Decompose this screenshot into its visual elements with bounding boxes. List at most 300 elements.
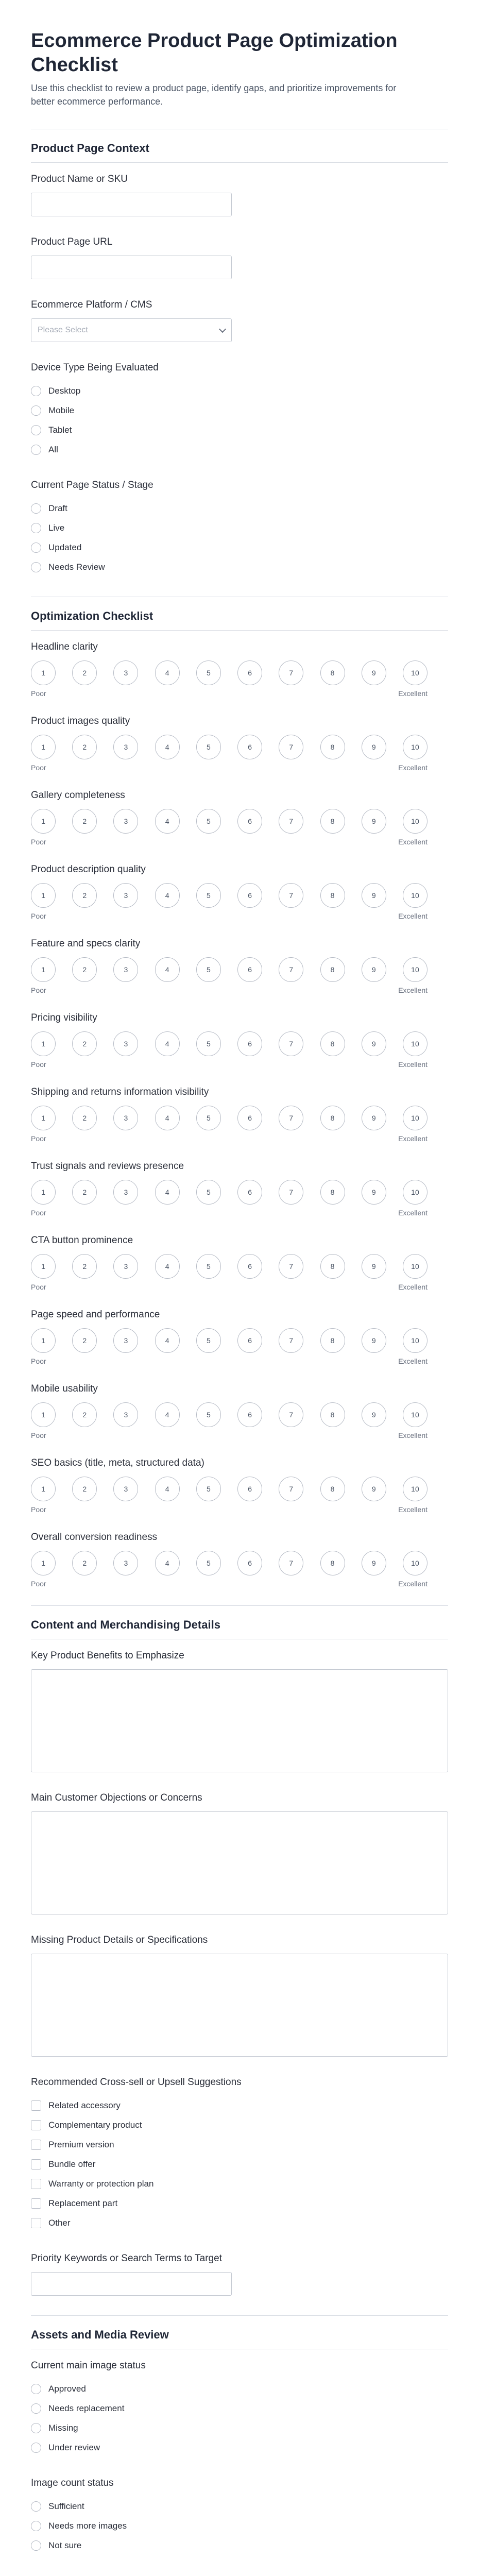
- rating-option[interactable]: 3: [113, 1180, 138, 1205]
- rating-field: [31, 1309, 448, 1365]
- section-title-assets: Assets and Media Review: [31, 2315, 448, 2349]
- rating-option[interactable]: 7: [279, 1031, 303, 1056]
- rating-label: SEO basics (title, meta, structured data): [31, 1458, 204, 1468]
- rating-option[interactable]: 7: [279, 883, 303, 908]
- rating-option[interactable]: 4: [155, 735, 180, 759]
- rating-field: [31, 863, 448, 920]
- rating-option[interactable]: 6: [237, 1328, 262, 1353]
- radio-button[interactable]: [31, 425, 41, 435]
- rating-option[interactable]: 2: [72, 1180, 97, 1205]
- rating-option[interactable]: 7: [279, 1477, 303, 1501]
- rating-scale-ends: [31, 838, 427, 846]
- rating-field: [31, 938, 448, 994]
- rating-low-label: Poor: [31, 1209, 46, 1217]
- rating-option[interactable]: 5: [196, 957, 221, 982]
- radio-button[interactable]: [31, 386, 41, 396]
- rating-option[interactable]: 4: [155, 1031, 180, 1056]
- rating-option[interactable]: 8: [320, 1402, 345, 1427]
- rating-option[interactable]: 6: [237, 1551, 262, 1575]
- rating-field: [31, 1012, 448, 1069]
- rating-option[interactable]: 8: [320, 1180, 345, 1205]
- status-option-label: Live: [48, 523, 65, 533]
- label-platform: Ecommerce Platform / CMS: [31, 299, 152, 310]
- radio-button[interactable]: [31, 2384, 41, 2394]
- rating-option[interactable]: 4: [155, 1551, 180, 1575]
- radio-button[interactable]: [31, 523, 41, 533]
- rating-field: [31, 1160, 448, 1217]
- rating-option[interactable]: 2: [72, 1551, 97, 1575]
- field-image-count: [31, 2477, 448, 2555]
- rating-option[interactable]: 6: [237, 1477, 262, 1501]
- rating-option[interactable]: 8: [320, 883, 345, 908]
- rating-option[interactable]: 4: [155, 660, 180, 685]
- label-missing-details: Missing Product Details or Specifications: [31, 1935, 208, 1945]
- field-objections: [31, 1792, 448, 1914]
- rating-option[interactable]: 4: [155, 1106, 180, 1130]
- rating-option[interactable]: 10: [403, 660, 427, 685]
- rating-option[interactable]: 5: [196, 660, 221, 685]
- rating-option[interactable]: 6: [237, 660, 262, 685]
- image-status-option[interactable]: [31, 2418, 448, 2438]
- rating-option[interactable]: 2: [72, 1106, 97, 1130]
- rating-scale: [31, 1551, 427, 1575]
- rating-option[interactable]: 4: [155, 1180, 180, 1205]
- rating-option[interactable]: 4: [155, 1254, 180, 1279]
- crosssell-option-label: Warranty or protection plan: [48, 2179, 154, 2189]
- field-benefits: [31, 1650, 448, 1772]
- rating-label: CTA button prominence: [31, 1235, 133, 1246]
- checkbox[interactable]: [31, 2120, 41, 2130]
- rating-option[interactable]: 10: [403, 735, 427, 759]
- rating-option[interactable]: 6: [237, 1180, 262, 1205]
- rating-option[interactable]: 5: [196, 1180, 221, 1205]
- rating-option[interactable]: 3: [113, 735, 138, 759]
- label-product-name: Product Name or SKU: [31, 174, 128, 184]
- rating-option[interactable]: 9: [362, 1106, 386, 1130]
- rating-scale-ends: [31, 912, 427, 920]
- crosssell-option[interactable]: [31, 2155, 448, 2174]
- rating-scale: [31, 1477, 427, 1501]
- image-status-option-list: [31, 2379, 448, 2458]
- rating-option[interactable]: 3: [113, 957, 138, 982]
- radio-button[interactable]: [31, 2540, 41, 2551]
- device-option-list: [31, 381, 448, 460]
- label-crosssell: Recommended Cross-sell or Upsell Suggestions: [31, 2077, 242, 2088]
- rating-high-label: Excellent: [398, 1357, 427, 1365]
- rating-option[interactable]: 7: [279, 735, 303, 759]
- rating-scale-ends: [31, 1431, 427, 1439]
- rating-low-label: Poor: [31, 912, 46, 920]
- rating-option[interactable]: 10: [403, 1402, 427, 1427]
- image-count-option-label: Sufficient: [48, 2501, 84, 2511]
- rating-low-label: Poor: [31, 1283, 46, 1291]
- field-product-name: [31, 173, 448, 216]
- platform-select[interactable]: [31, 318, 232, 342]
- rating-option[interactable]: 2: [72, 809, 97, 834]
- rating-option[interactable]: 10: [403, 1328, 427, 1353]
- device-option-label: Mobile: [48, 405, 75, 415]
- status-option-label: Draft: [48, 503, 67, 513]
- rating-option[interactable]: 3: [113, 1031, 138, 1056]
- rating-option[interactable]: 1: [31, 957, 56, 982]
- rating-option[interactable]: 5: [196, 1551, 221, 1575]
- page-title: Ecommerce Product Page Optimization Checklist: [31, 30, 398, 76]
- rating-high-label: Excellent: [398, 1060, 427, 1069]
- rating-high-label: Excellent: [398, 689, 427, 698]
- rating-option[interactable]: 7: [279, 957, 303, 982]
- rating-option[interactable]: 3: [113, 1551, 138, 1575]
- rating-option[interactable]: 4: [155, 1328, 180, 1353]
- field-missing-details: [31, 1934, 448, 2057]
- section-divider: [31, 162, 448, 163]
- rating-option[interactable]: 8: [320, 1477, 345, 1501]
- rating-option[interactable]: 2: [72, 735, 97, 759]
- rating-option[interactable]: 10: [403, 1254, 427, 1279]
- rating-option[interactable]: 6: [237, 957, 262, 982]
- rating-scale: [31, 1254, 427, 1279]
- rating-low-label: Poor: [31, 689, 46, 698]
- rating-field: [31, 1457, 448, 1514]
- status-option[interactable]: [31, 538, 448, 557]
- rating-option[interactable]: 1: [31, 1031, 56, 1056]
- rating-option[interactable]: 9: [362, 1180, 386, 1205]
- rating-option[interactable]: 9: [362, 809, 386, 834]
- rating-option[interactable]: 2: [72, 1328, 97, 1353]
- crosssell-option[interactable]: [31, 2096, 448, 2115]
- rating-option[interactable]: 3: [113, 809, 138, 834]
- rating-option[interactable]: 3: [113, 1254, 138, 1279]
- rating-low-label: Poor: [31, 1060, 46, 1069]
- radio-button[interactable]: [31, 2501, 41, 2512]
- crosssell-option[interactable]: [31, 2213, 448, 2233]
- rating-option[interactable]: 8: [320, 1551, 345, 1575]
- rating-option[interactable]: 5: [196, 883, 221, 908]
- missing-details-textarea[interactable]: [31, 1954, 448, 2057]
- rating-scale: [31, 1402, 427, 1427]
- image-status-option-label: Needs replacement: [48, 2403, 125, 2413]
- rating-field: [31, 1086, 448, 1143]
- rating-high-label: Excellent: [398, 838, 427, 846]
- radio-button[interactable]: [31, 445, 41, 455]
- rating-option[interactable]: 9: [362, 883, 386, 908]
- image-count-option-list: [31, 2497, 448, 2555]
- platform-select-placeholder: Please Select: [38, 326, 88, 334]
- rating-option[interactable]: 2: [72, 883, 97, 908]
- field-crosssell: [31, 2076, 448, 2233]
- rating-option[interactable]: 8: [320, 809, 345, 834]
- rating-option[interactable]: 9: [362, 957, 386, 982]
- rating-high-label: Excellent: [398, 1431, 427, 1439]
- rating-field: [31, 1531, 448, 1588]
- rating-option[interactable]: 7: [279, 1328, 303, 1353]
- section-divider: [31, 630, 448, 631]
- status-option[interactable]: [31, 518, 448, 538]
- crosssell-option[interactable]: [31, 2174, 448, 2194]
- rating-option[interactable]: 8: [320, 957, 345, 982]
- rating-option[interactable]: 2: [72, 1402, 97, 1427]
- rating-option[interactable]: 5: [196, 1106, 221, 1130]
- rating-option[interactable]: 10: [403, 809, 427, 834]
- form-header: [31, 0, 448, 126]
- rating-option[interactable]: 9: [362, 1328, 386, 1353]
- rating-option[interactable]: 2: [72, 1031, 97, 1056]
- rating-option[interactable]: 3: [113, 660, 138, 685]
- rating-option[interactable]: 6: [237, 735, 262, 759]
- checkbox[interactable]: [31, 2179, 41, 2189]
- image-status-option[interactable]: [31, 2399, 448, 2418]
- rating-low-label: Poor: [31, 838, 46, 846]
- radio-button[interactable]: [31, 2403, 41, 2414]
- image-status-option[interactable]: [31, 2438, 448, 2458]
- rating-scale-ends: [31, 986, 427, 994]
- rating-label: Headline clarity: [31, 641, 98, 652]
- image-status-option-label: Approved: [48, 2384, 86, 2394]
- rating-scale-ends: [31, 1209, 427, 1217]
- rating-option[interactable]: 10: [403, 883, 427, 908]
- checkbox[interactable]: [31, 2100, 41, 2111]
- rating-scale: [31, 957, 427, 982]
- rating-option[interactable]: 6: [237, 1106, 262, 1130]
- crosssell-option-label: Premium version: [48, 2140, 114, 2149]
- rating-option[interactable]: 7: [279, 1551, 303, 1575]
- radio-button[interactable]: [31, 543, 41, 553]
- radio-button[interactable]: [31, 2443, 41, 2453]
- rating-option[interactable]: 1: [31, 1254, 56, 1279]
- rating-label: Page speed and performance: [31, 1309, 160, 1320]
- rating-high-label: Excellent: [398, 1209, 427, 1217]
- rating-option[interactable]: 6: [237, 1031, 262, 1056]
- radio-button[interactable]: [31, 503, 41, 514]
- rating-option[interactable]: 1: [31, 1180, 56, 1205]
- crosssell-option-list: [31, 2096, 448, 2233]
- device-option[interactable]: [31, 381, 448, 401]
- label-image-status: Current main image status: [31, 2360, 146, 2371]
- rating-field: [31, 641, 448, 698]
- rating-option[interactable]: 7: [279, 1180, 303, 1205]
- rating-high-label: Excellent: [398, 1283, 427, 1291]
- rating-label: Trust signals and reviews presence: [31, 1161, 184, 1172]
- rating-option[interactable]: 4: [155, 957, 180, 982]
- crosssell-option-label: Bundle offer: [48, 2159, 96, 2169]
- rating-option[interactable]: 2: [72, 1254, 97, 1279]
- status-option[interactable]: [31, 557, 448, 577]
- product-name-input[interactable]: [31, 193, 232, 216]
- rating-option[interactable]: 1: [31, 809, 56, 834]
- crosssell-option-label: Related accessory: [48, 2100, 121, 2110]
- rating-option[interactable]: 1: [31, 1551, 56, 1575]
- rating-field: [31, 789, 448, 846]
- field-status: [31, 479, 448, 577]
- crosssell-option[interactable]: [31, 2115, 448, 2135]
- image-count-option-label: Needs more images: [48, 2521, 127, 2531]
- image-count-option-label: Not sure: [48, 2540, 82, 2550]
- rating-option[interactable]: 1: [31, 735, 56, 759]
- rating-option[interactable]: 10: [403, 1551, 427, 1575]
- rating-option[interactable]: 9: [362, 660, 386, 685]
- rating-option[interactable]: 8: [320, 735, 345, 759]
- device-option-label: Tablet: [48, 425, 72, 435]
- label-product-url: Product Page URL: [31, 236, 113, 247]
- rating-option[interactable]: 1: [31, 660, 56, 685]
- rating-option[interactable]: 1: [31, 1328, 56, 1353]
- rating-field: [31, 1383, 448, 1439]
- label-benefits: Key Product Benefits to Emphasize: [31, 1650, 184, 1661]
- radio-button[interactable]: [31, 2521, 41, 2531]
- rating-low-label: Poor: [31, 1580, 46, 1588]
- rating-option[interactable]: 5: [196, 1402, 221, 1427]
- device-option-label: All: [48, 445, 58, 454]
- keywords-input[interactable]: [31, 2272, 232, 2296]
- rating-list: [31, 641, 448, 1588]
- rating-field: [31, 715, 448, 772]
- rating-option[interactable]: 10: [403, 1106, 427, 1130]
- rating-scale-ends: [31, 1134, 427, 1143]
- rating-scale-ends: [31, 1060, 427, 1069]
- rating-option[interactable]: 3: [113, 1477, 138, 1501]
- rating-scale-ends: [31, 1283, 427, 1291]
- rating-option[interactable]: 8: [320, 1328, 345, 1353]
- rating-scale: [31, 883, 427, 908]
- crosssell-option-label: Complementary product: [48, 2120, 142, 2130]
- rating-option[interactable]: 6: [237, 1402, 262, 1427]
- crosssell-option[interactable]: [31, 2135, 448, 2155]
- rating-option[interactable]: 9: [362, 1551, 386, 1575]
- rating-option[interactable]: 10: [403, 1031, 427, 1056]
- rating-option[interactable]: 3: [113, 1106, 138, 1130]
- status-option[interactable]: [31, 499, 448, 518]
- field-product-url: [31, 236, 448, 279]
- rating-option[interactable]: 1: [31, 1402, 56, 1427]
- image-status-option-label: Missing: [48, 2423, 78, 2433]
- field-device: [31, 362, 448, 460]
- section-checklist: [31, 597, 448, 1588]
- rating-option[interactable]: 8: [320, 1106, 345, 1130]
- rating-label: Pricing visibility: [31, 1012, 97, 1023]
- rating-option[interactable]: 8: [320, 1031, 345, 1056]
- rating-option[interactable]: 5: [196, 1328, 221, 1353]
- rating-scale-ends: [31, 689, 427, 698]
- radio-button[interactable]: [31, 405, 41, 416]
- rating-option[interactable]: 5: [196, 1031, 221, 1056]
- rating-scale-ends: [31, 1580, 427, 1588]
- rating-option[interactable]: 6: [237, 809, 262, 834]
- rating-low-label: Poor: [31, 986, 46, 994]
- rating-option[interactable]: 10: [403, 1180, 427, 1205]
- rating-option[interactable]: 8: [320, 1254, 345, 1279]
- rating-option[interactable]: 7: [279, 1106, 303, 1130]
- rating-option[interactable]: 1: [31, 1477, 56, 1501]
- section-context: [31, 129, 448, 577]
- rating-option[interactable]: 4: [155, 1402, 180, 1427]
- radio-button[interactable]: [31, 2423, 41, 2433]
- status-option-label: Updated: [48, 543, 82, 552]
- status-option-label: Needs Review: [48, 562, 105, 572]
- image-status-option-label: Under review: [48, 2443, 100, 2452]
- rating-option[interactable]: 2: [72, 957, 97, 982]
- device-option-label: Desktop: [48, 386, 81, 396]
- rating-option[interactable]: 2: [72, 660, 97, 685]
- rating-option[interactable]: 4: [155, 1477, 180, 1501]
- crosssell-option-label: Other: [48, 2218, 71, 2228]
- rating-scale-ends: [31, 764, 427, 772]
- checkbox[interactable]: [31, 2159, 41, 2170]
- rating-option[interactable]: 7: [279, 1254, 303, 1279]
- rating-low-label: Poor: [31, 1431, 46, 1439]
- image-count-option[interactable]: [31, 2497, 448, 2516]
- rating-option[interactable]: 4: [155, 809, 180, 834]
- benefits-textarea[interactable]: [31, 1669, 448, 1772]
- field-keywords: [31, 2252, 448, 2296]
- rating-option[interactable]: 9: [362, 1402, 386, 1427]
- rating-option[interactable]: 5: [196, 1254, 221, 1279]
- rating-option[interactable]: 5: [196, 1477, 221, 1501]
- rating-option[interactable]: 9: [362, 1254, 386, 1279]
- rating-option[interactable]: 7: [279, 809, 303, 834]
- rating-scale: [31, 1031, 427, 1056]
- image-count-option[interactable]: [31, 2536, 448, 2555]
- rating-option[interactable]: 5: [196, 735, 221, 759]
- rating-option[interactable]: 9: [362, 1477, 386, 1501]
- rating-option[interactable]: 6: [237, 883, 262, 908]
- rating-scale: [31, 660, 427, 685]
- label-objections: Main Customer Objections or Concerns: [31, 1792, 202, 1803]
- device-option[interactable]: [31, 420, 448, 440]
- objections-textarea[interactable]: [31, 1811, 448, 1914]
- rating-option[interactable]: 9: [362, 1031, 386, 1056]
- image-count-option[interactable]: [31, 2516, 448, 2536]
- rating-scale: [31, 809, 427, 834]
- rating-low-label: Poor: [31, 1357, 46, 1365]
- field-image-status: [31, 2360, 448, 2458]
- rating-label: Product images quality: [31, 716, 130, 726]
- rating-option[interactable]: 6: [237, 1254, 262, 1279]
- rating-option[interactable]: 5: [196, 809, 221, 834]
- crosssell-option[interactable]: [31, 2194, 448, 2213]
- checkbox[interactable]: [31, 2218, 41, 2228]
- rating-label: Product description quality: [31, 864, 146, 875]
- rating-option[interactable]: 10: [403, 957, 427, 982]
- product-url-input[interactable]: [31, 256, 232, 279]
- rating-option[interactable]: 2: [72, 1477, 97, 1501]
- rating-option[interactable]: 7: [279, 660, 303, 685]
- image-status-option[interactable]: [31, 2379, 448, 2399]
- rating-option[interactable]: 3: [113, 1402, 138, 1427]
- rating-option[interactable]: 1: [31, 1106, 56, 1130]
- rating-label: Shipping and returns information visibility: [31, 1087, 209, 1097]
- section-assets: [31, 2315, 448, 2576]
- rating-option[interactable]: 4: [155, 883, 180, 908]
- device-option[interactable]: [31, 440, 448, 460]
- rating-option[interactable]: 10: [403, 1477, 427, 1501]
- checkbox[interactable]: [31, 2198, 41, 2209]
- rating-option[interactable]: 7: [279, 1402, 303, 1427]
- rating-option[interactable]: 8: [320, 660, 345, 685]
- label-image-count: Image count status: [31, 2478, 114, 2488]
- rating-field: [31, 1234, 448, 1291]
- rating-high-label: Excellent: [398, 764, 427, 772]
- rating-high-label: Excellent: [398, 1580, 427, 1588]
- rating-high-label: Excellent: [398, 1134, 427, 1143]
- radio-button[interactable]: [31, 562, 41, 572]
- rating-option[interactable]: 9: [362, 735, 386, 759]
- rating-option[interactable]: 1: [31, 883, 56, 908]
- label-status: Current Page Status / Stage: [31, 480, 153, 490]
- field-platform: [31, 299, 448, 342]
- rating-option[interactable]: 3: [113, 883, 138, 908]
- checkbox[interactable]: [31, 2140, 41, 2150]
- device-option[interactable]: [31, 401, 448, 420]
- rating-option[interactable]: 3: [113, 1328, 138, 1353]
